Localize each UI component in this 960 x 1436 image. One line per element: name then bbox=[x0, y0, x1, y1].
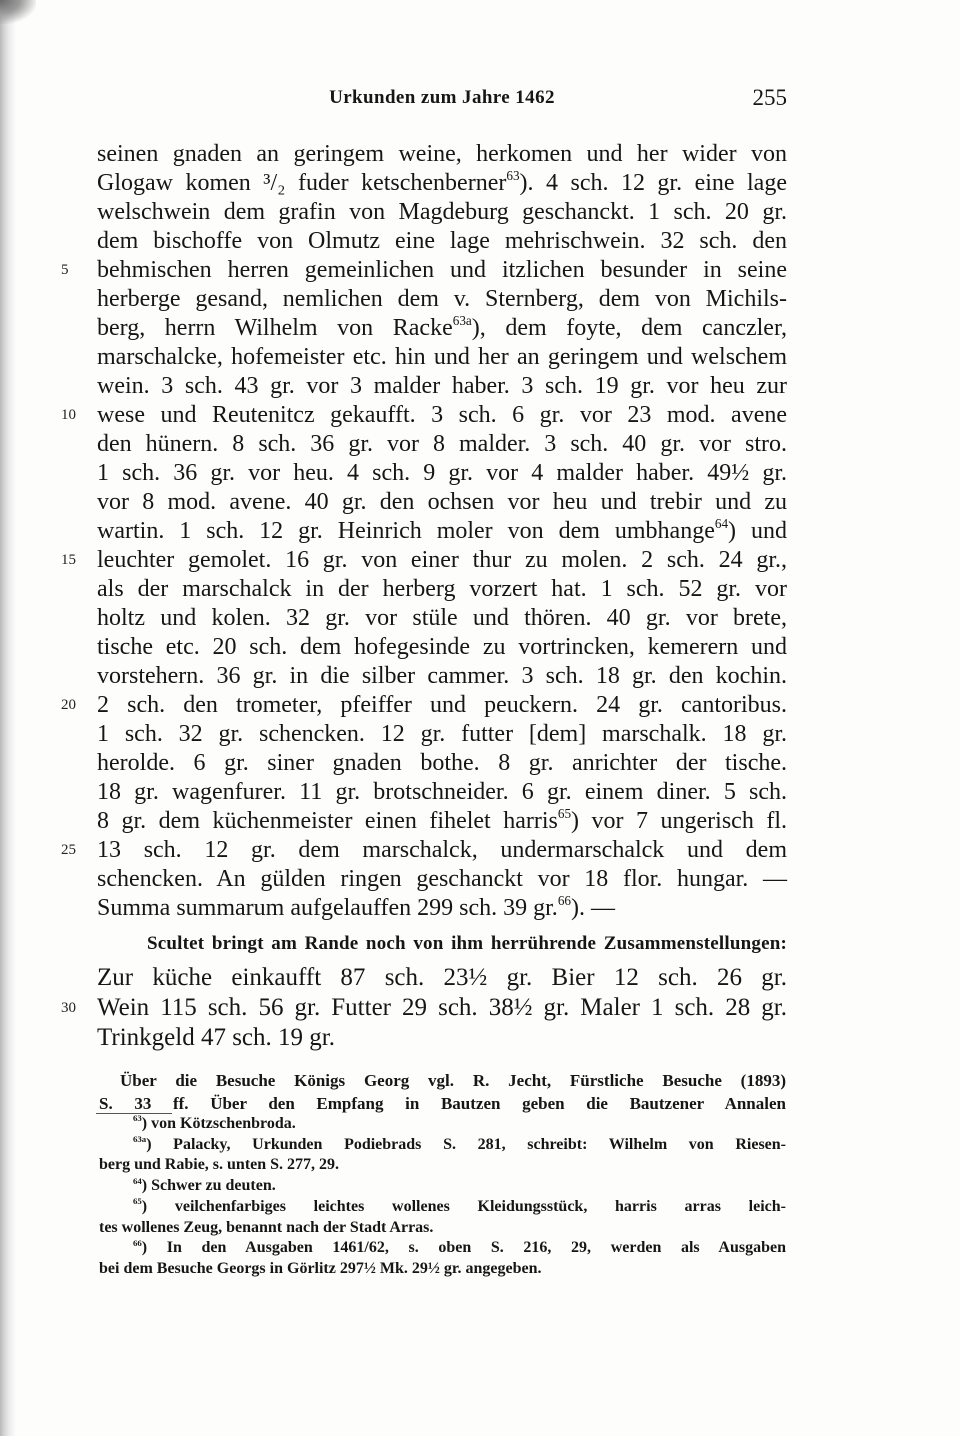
text-line bbox=[97, 227, 787, 256]
line-text: wartin. 1 sch. 12 gr. Heinrich moler von dem umbhange bbox=[97, 518, 715, 544]
summary-line bbox=[97, 1023, 787, 1053]
footnote-ref: 64 bbox=[714, 516, 729, 532]
summary-line bbox=[97, 963, 787, 993]
footnote-continuation bbox=[99, 1218, 786, 1239]
text-line bbox=[97, 604, 787, 633]
line-text: 1 sch. 32 gr. schencken. 12 gr. futter [dem] marschalk. 18 gr. bbox=[97, 721, 787, 747]
line-text: herberge gesand, nemlichen dem v. Sternberg, dem von Michils- bbox=[97, 286, 787, 312]
running-title: Urkunden zum Jahre 1462 bbox=[329, 87, 555, 108]
footnote-ref: 65 bbox=[557, 806, 572, 822]
text-line bbox=[61, 401, 787, 430]
footnote-marker: 63a bbox=[133, 1134, 147, 1145]
footnote bbox=[99, 1197, 786, 1218]
scan-corner-shadow bbox=[0, 0, 36, 24]
text-line bbox=[97, 430, 787, 459]
footnote bbox=[99, 1114, 786, 1135]
footnote bbox=[99, 1176, 786, 1197]
commentary-line: S. 33 ff. Über den Empfang in Bautzen geben die Bautzener Annalen bbox=[99, 1094, 786, 1113]
line-text: 18 gr. wagenfurer. 11 gr. brotschneider. 6 gr. einem diner. 5 sch. bbox=[97, 779, 787, 805]
line-text: behmischen herren gemeinlichen und itzlichen besunder in seine bbox=[97, 257, 787, 283]
text-line bbox=[97, 169, 787, 198]
line-number: 30 bbox=[61, 1000, 76, 1016]
footnote bbox=[99, 1135, 786, 1156]
running-head bbox=[97, 84, 787, 112]
line-number: 25 bbox=[61, 842, 76, 858]
text-line bbox=[97, 343, 787, 372]
line-text: den hünern. 8 sch. 36 gr. vor 8 malder. 3 sch. 40 gr. vor stro. bbox=[97, 431, 787, 457]
scan-edge-shadow bbox=[0, 0, 16, 1436]
text-line bbox=[97, 894, 787, 923]
line-number: 20 bbox=[61, 697, 76, 713]
main-text bbox=[61, 140, 787, 923]
text-line bbox=[61, 691, 787, 720]
line-text: holtz und kolen. 32 gr. vor stüle und thören. 40 gr. vor brete, bbox=[97, 605, 787, 631]
text-line bbox=[97, 285, 787, 314]
line-text: wein. 3 sch. 43 gr. vor 3 malder haber. 3 sch. 19 gr. vor heu zur bbox=[97, 373, 787, 399]
line-text: wese und Reutenitcz gekaufft. 3 sch. 6 gr. vor 23 mod. avene bbox=[97, 402, 787, 428]
footnote-text: ) Palacky, Urkunden Podiebrads S. 281, schreibt: Wilhelm von Riesen- bbox=[146, 1135, 786, 1153]
editorial-note bbox=[147, 930, 787, 958]
line-text: marschalcke, hofemeister etc. hin und her an geringem und welschem bbox=[97, 344, 787, 370]
footnote-marker: 65 bbox=[133, 1196, 142, 1207]
line-text: ) und bbox=[728, 518, 787, 544]
text-line bbox=[61, 546, 787, 575]
footnote-continuation bbox=[99, 1259, 786, 1280]
line-text: Trinkgeld 47 sch. 19 gr. bbox=[97, 1024, 335, 1051]
line-text: herolde. 6 gr. siner gnaden bothe. 8 gr. anrichter der tische. bbox=[97, 750, 787, 776]
line-text: schencken. An gülden ringen geschanckt vor 18 flor. hungar. — bbox=[97, 866, 787, 892]
text-line bbox=[97, 372, 787, 401]
text-line bbox=[97, 459, 787, 488]
commentary-line: Über die Besuche Königs Georg vgl. R. Jecht, Fürstliche Besuche (1893) bbox=[120, 1071, 786, 1090]
text-line bbox=[97, 865, 787, 894]
summary-line bbox=[61, 993, 787, 1023]
text-line bbox=[97, 314, 787, 343]
line-text: ). — bbox=[571, 895, 615, 921]
footnote-text: ) veilchenfarbiges leichtes wollenes Kleidungsstück, harris arras leich- bbox=[141, 1197, 786, 1215]
text-line bbox=[97, 517, 787, 546]
line-text: Summa summarum aufgelauffen 299 sch. 39 gr. bbox=[97, 895, 558, 921]
text-line bbox=[61, 836, 787, 865]
line-text: seinen gnaden an geringem weine, herkomen und her wider von bbox=[97, 141, 787, 167]
text-line bbox=[61, 256, 787, 285]
text-line bbox=[97, 140, 787, 169]
footnote-ref: 63a bbox=[452, 313, 472, 329]
line-text: leuchter gemolet. 16 gr. von einer thur zu molen. 2 sch. 24 gr., bbox=[97, 547, 787, 573]
footnotes bbox=[99, 1114, 786, 1280]
footnote-text: ) In den Ausgaben 1461/62, s. oben S. 216, 29, werden als Ausgaben bbox=[141, 1239, 786, 1257]
commentary-block bbox=[99, 1069, 786, 1115]
text-line bbox=[97, 662, 787, 691]
page-number: 255 bbox=[752, 85, 787, 110]
summary-block bbox=[61, 963, 787, 1053]
line-text: 8 gr. dem küchenmeister einen fihelet harris bbox=[97, 808, 558, 834]
text-line bbox=[97, 198, 787, 227]
footnote-marker: 66 bbox=[133, 1237, 142, 1248]
line-text: dem bischoffe von Olmutz eine lage mehrischwein. 32 sch. den bbox=[97, 228, 787, 254]
text-line bbox=[97, 575, 787, 604]
text-line bbox=[97, 633, 787, 662]
line-text: vorstehern. 36 gr. in die silber cammer. 3 sch. 18 gr. den kochin. bbox=[97, 663, 787, 689]
line-number: 5 bbox=[61, 262, 69, 278]
footnote bbox=[99, 1238, 786, 1259]
footnote-marker: 63 bbox=[133, 1113, 142, 1124]
footnote-text: tes wollenes Zeug, benannt nach der Stadt Arras. bbox=[99, 1218, 434, 1236]
footnote-text: ) von Kötzschenbroda. bbox=[141, 1115, 296, 1132]
line-text: als der marschalck in der herberg vorzert hat. 1 sch. 52 gr. vor bbox=[97, 576, 787, 602]
footnote-text: bei dem Besuche Georgs in Görlitz 297½ Mk. 29½ gr. angegeben. bbox=[99, 1259, 542, 1277]
line-text: ). 4 sch. 12 gr. eine lage bbox=[519, 170, 787, 196]
text-line bbox=[97, 749, 787, 778]
line-number: 15 bbox=[61, 552, 76, 568]
footnote-ref: 63 bbox=[506, 168, 520, 184]
line-number: 10 bbox=[61, 407, 76, 423]
text-line bbox=[97, 807, 787, 836]
line-text: tische etc. 20 sch. dem hofegesinde zu vortrincken, kemerern und bbox=[97, 634, 787, 660]
footnote-text: ) Schwer zu deuten. bbox=[141, 1177, 276, 1195]
line-text: 1 sch. 36 gr. vor heu. 4 sch. 9 gr. vor 4 malder haber. 49½ gr. bbox=[97, 460, 787, 486]
line-text: welschwein dem grafin von Magdeburg geschanckt. 1 sch. 20 gr. bbox=[97, 199, 787, 225]
text-line bbox=[97, 778, 787, 807]
footnote-ref: 66 bbox=[557, 893, 571, 909]
footnote-continuation bbox=[99, 1155, 786, 1176]
text-line bbox=[97, 488, 787, 517]
line-text: vor 8 mod. avene. 40 gr. den ochsen vor heu und trebir und zu bbox=[97, 489, 787, 515]
line-text: Wein 115 sch. 56 gr. Futter 29 sch. 38½ gr. Maler 1 sch. 28 gr. bbox=[97, 994, 787, 1021]
footnote-text: berg und Rabie, s. unten S. 277, 29. bbox=[99, 1156, 340, 1174]
line-text: 2 sch. den trometer, pfeiffer und peuckern. 24 gr. cantoribus. bbox=[97, 692, 787, 718]
line-text: Zur küche einkaufft 87 sch. 23½ gr. Bier 12 sch. 26 gr. bbox=[97, 964, 787, 991]
line-text: ) vor 7 ungerisch fl. bbox=[571, 808, 787, 834]
line-text: Glogaw komen ³/₂ fuder ketschenberner bbox=[97, 170, 507, 196]
line-text: 13 sch. 12 gr. dem marschalck, undermarschalck und dem bbox=[97, 837, 787, 863]
line-text: berg, herrn Wilhelm von Racke bbox=[97, 315, 453, 341]
footnote-marker: 64 bbox=[133, 1175, 142, 1186]
text-line bbox=[97, 720, 787, 749]
line-text: ), dem foyte, dem canczler, bbox=[471, 315, 787, 341]
editorial-note-text: Scultet bringt am Rande noch von ihm herrührende Zusammenstellungen: bbox=[147, 933, 787, 954]
